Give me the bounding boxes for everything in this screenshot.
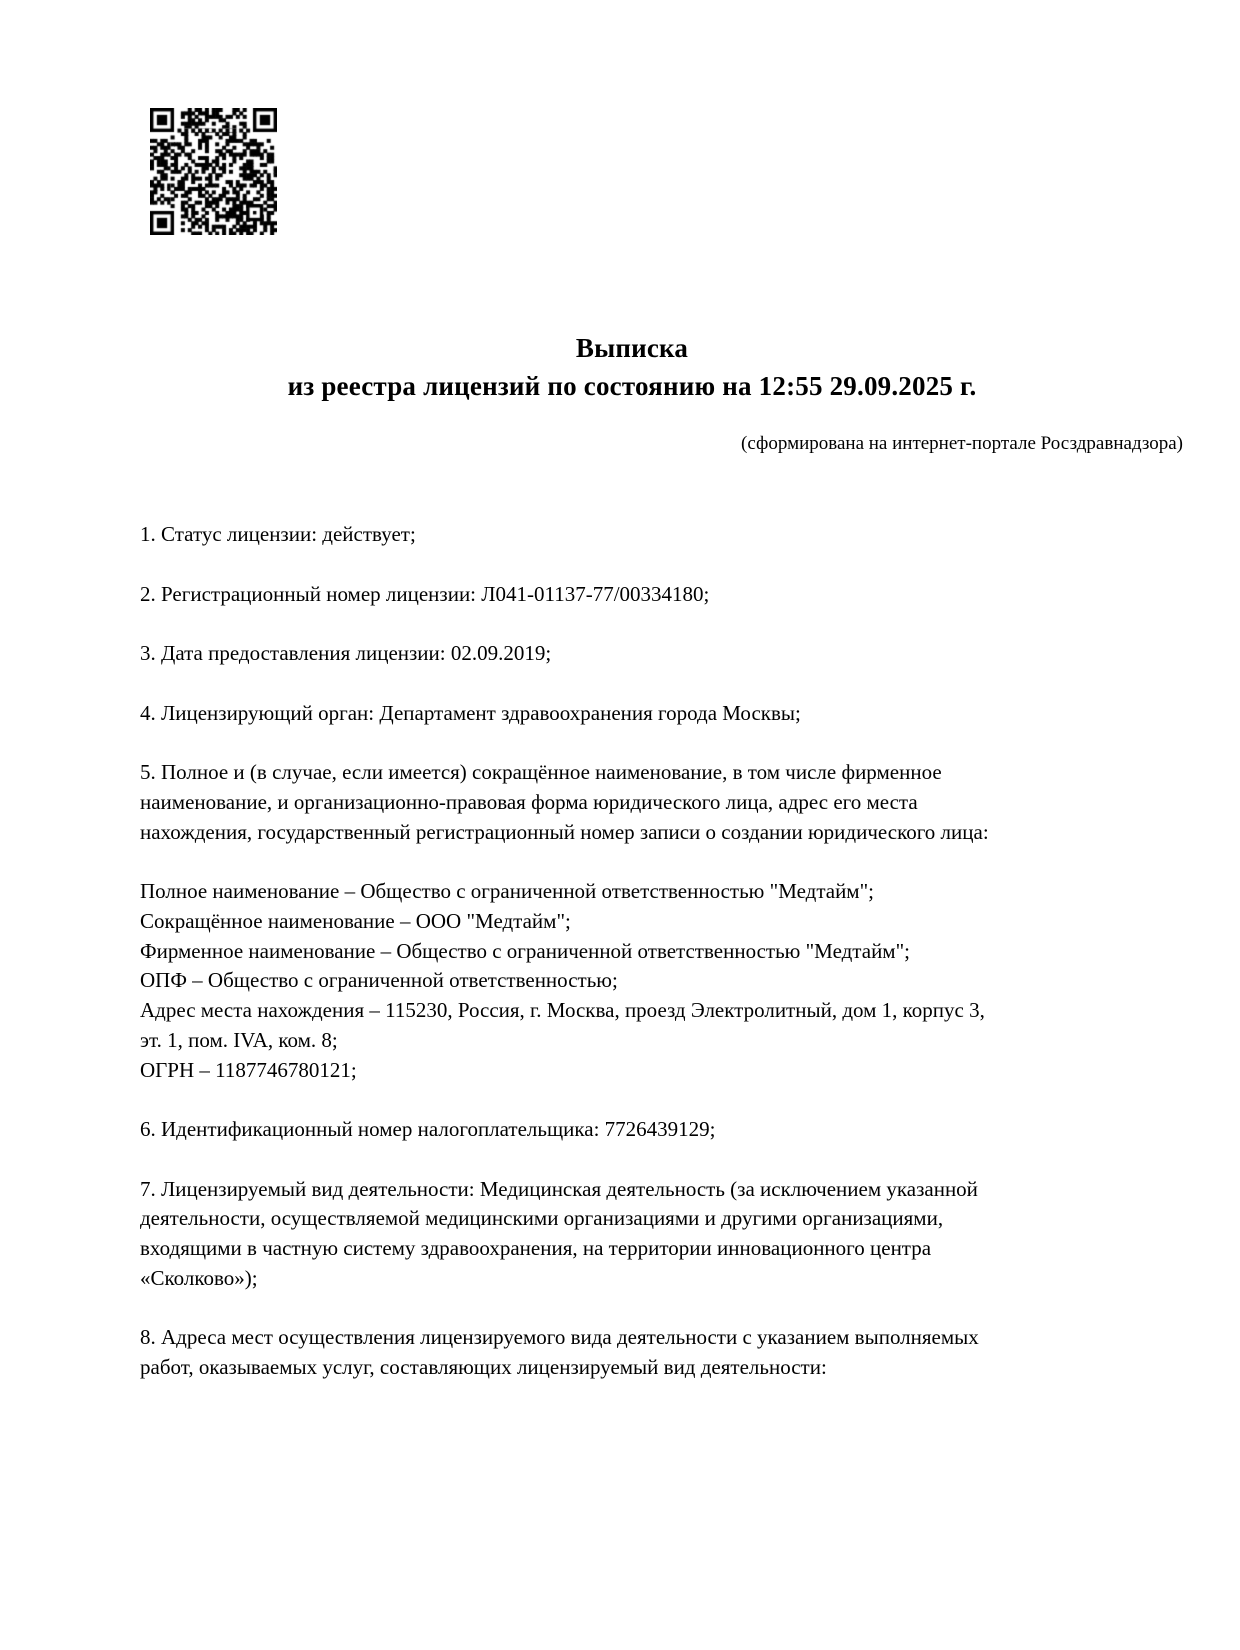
text-line: 5. Полное и (в случае, если имеется) сокращённое наименование, в том числе фирменное	[140, 760, 942, 784]
document-title	[140, 329, 1124, 405]
text-line: эт. 1, пом. IVA, ком. 8;	[140, 1027, 338, 1052]
document-body	[140, 520, 1183, 1413]
text-line: наименование, и организационно-правовая форма юридического лица, адрес его места	[140, 789, 918, 814]
text-line: 3. Дата предоставления лицензии: 02.09.2019;	[140, 641, 552, 665]
text-line: деятельности, осуществляемой медицинскими организациями и другими организациями,	[140, 1206, 944, 1231]
text-line: 2. Регистрационный номер лицензии: Л041-01137-77/00334180;	[140, 581, 710, 606]
document-subtitle: (сформирована на интернет-портале Росздравнадзора)	[741, 433, 1183, 454]
text-line: 7. Лицензируемый вид деятельности: Медицинская деятельность (за исключением указанной	[140, 1176, 978, 1201]
paragraph	[140, 1115, 1183, 1145]
text-line: нахождения, государственный регистрационный номер записи о создании юридического лица:	[140, 819, 989, 844]
text-line: Адрес места нахождения – 115230, Россия, г. Москва, проезд Электролитный, дом 1, корпус 3,	[140, 998, 985, 1022]
text-line: 8. Адреса мест осуществления лицензируемого вида деятельности с указанием выполняемых	[140, 1325, 979, 1350]
text-line: 6. Идентификационный номер налогоплательщика: 7726439129;	[140, 1117, 716, 1141]
paragraph	[140, 877, 1183, 1085]
text-line: 1. Статус лицензии: действует;	[140, 522, 416, 546]
qr-code-icon	[150, 108, 277, 235]
text-line: ОПФ – Общество с ограниченной ответственностью;	[140, 968, 618, 993]
text-line: 4. Лицензирующий орган: Департамент здравоохранения города Москвы;	[140, 700, 801, 725]
text-line: входящими в частную систему здравоохранения, на территории инновационного центра	[140, 1236, 932, 1260]
title-line-1: Выписка	[575, 333, 689, 363]
title-line-2: из реестра лицензий по состоянию на 12:55 29.09.2025 г.	[287, 371, 977, 401]
paragraph	[140, 1323, 1183, 1383]
text-line: Полное наименование – Общество с ограниченной ответственностью "Медтайм";	[140, 879, 875, 903]
paragraph	[140, 1175, 1183, 1294]
paragraph	[140, 520, 1183, 550]
paragraph	[140, 758, 1183, 847]
paragraph	[140, 580, 1183, 610]
text-line: Сокращённое наименование – ООО "Медтайм";	[140, 908, 571, 933]
paragraph	[140, 699, 1183, 729]
text-line: работ, оказываемых услуг, составляющих лицензируемый вид деятельности:	[140, 1355, 827, 1379]
paragraph	[140, 639, 1183, 669]
text-line: ОГРН – 1187746780121;	[140, 1057, 357, 1082]
text-line: Фирменное наименование – Общество с ограниченной ответственностью "Медтайм";	[140, 938, 910, 963]
text-line: «Сколково»);	[140, 1265, 258, 1290]
